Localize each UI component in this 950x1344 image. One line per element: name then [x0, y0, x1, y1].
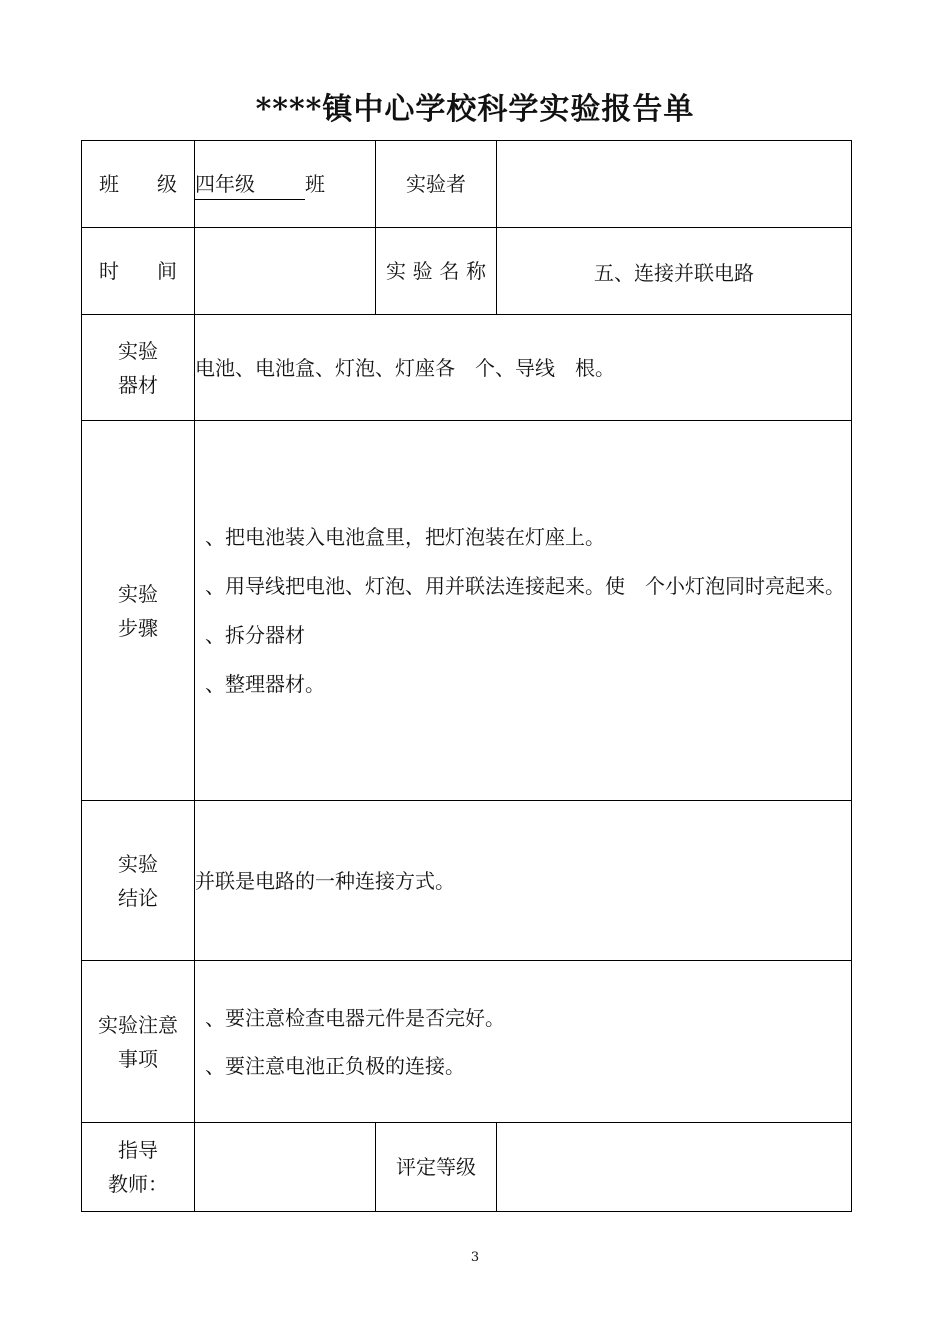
notes-label-line2: 事项: [118, 1046, 158, 1071]
page-number: 3: [470, 1250, 480, 1265]
experiment-name-label-cell: [376, 228, 497, 315]
equipment-text: 电池、电池盒、灯泡、灯座各 个、导线 根。: [195, 355, 615, 380]
steps-label-line2: 步骤: [118, 615, 158, 640]
step-item: 、用导线把电池、灯泡、用并联法连接起来。使 个小灯泡同时亮起来。: [205, 573, 845, 598]
equipment-label-cell: [82, 315, 195, 421]
class-value-cell[interactable]: [195, 141, 376, 228]
grade-value-cell[interactable]: [497, 1123, 852, 1212]
step-item: 、整理器材。: [205, 671, 325, 696]
note-item: 、要注意电池正负极的连接。: [205, 1053, 465, 1078]
experiment-name-value: 五、连接并联电路: [594, 260, 754, 285]
grade-label-cell: [376, 1123, 497, 1212]
notes-content-cell: [195, 961, 852, 1123]
step-item: 、把电池装入电池盒里，把灯泡装在灯座上。: [205, 524, 605, 549]
teacher-label-line2: 教师：: [108, 1172, 168, 1196]
notes-label-line1: 实验注意: [98, 1012, 178, 1037]
row-conclusion: [82, 801, 852, 961]
experiment-name-value-cell: [497, 228, 852, 315]
experimenter-label-cell: [376, 141, 497, 228]
page-title: ****镇中心学校科学实验报告单: [255, 92, 695, 127]
experiment-report-table: [81, 140, 852, 1212]
class-suffix: 班: [305, 172, 325, 196]
conclusion-label-cell: [82, 801, 195, 961]
time-label-cell: [82, 228, 195, 315]
equipment-content-cell: [195, 315, 852, 421]
row-steps: [82, 421, 852, 801]
conclusion-label-line1: 实验: [118, 851, 158, 876]
note-item: 、要注意检查电器元件是否完好。: [205, 1005, 505, 1030]
row-class: [82, 141, 852, 228]
experiment-name-label: 实验名称: [386, 259, 486, 283]
time-label: 时 间: [99, 259, 177, 283]
class-label-cell: [82, 141, 195, 228]
experimenter-value-cell[interactable]: [497, 141, 852, 228]
teacher-label-line1: 指导: [118, 1138, 158, 1162]
conclusion-text: 并联是电路的一种连接方式。: [195, 868, 455, 893]
step-item: 、拆分器材: [205, 622, 305, 647]
teacher-value-cell[interactable]: [195, 1123, 376, 1212]
row-time: [82, 228, 852, 315]
class-label: 班 级: [99, 172, 177, 196]
equipment-label-line2: 器材: [118, 372, 158, 397]
class-grade-value: 四年级: [195, 168, 305, 200]
teacher-label-cell: [82, 1123, 195, 1212]
equipment-label-line1: 实验: [118, 338, 158, 363]
steps-content-cell: [195, 421, 852, 801]
time-value-cell[interactable]: [195, 228, 376, 315]
row-notes: [82, 961, 852, 1123]
steps-label-cell: [82, 421, 195, 801]
row-teacher-grade: [82, 1123, 852, 1212]
steps-label-line1: 实验: [118, 581, 158, 606]
conclusion-label-line2: 结论: [118, 885, 158, 910]
conclusion-content-cell: [195, 801, 852, 961]
notes-label-cell: [82, 961, 195, 1123]
row-equipment: [82, 315, 852, 421]
grade-label: 评定等级: [396, 1155, 476, 1179]
experimenter-label: 实验者: [406, 172, 466, 196]
